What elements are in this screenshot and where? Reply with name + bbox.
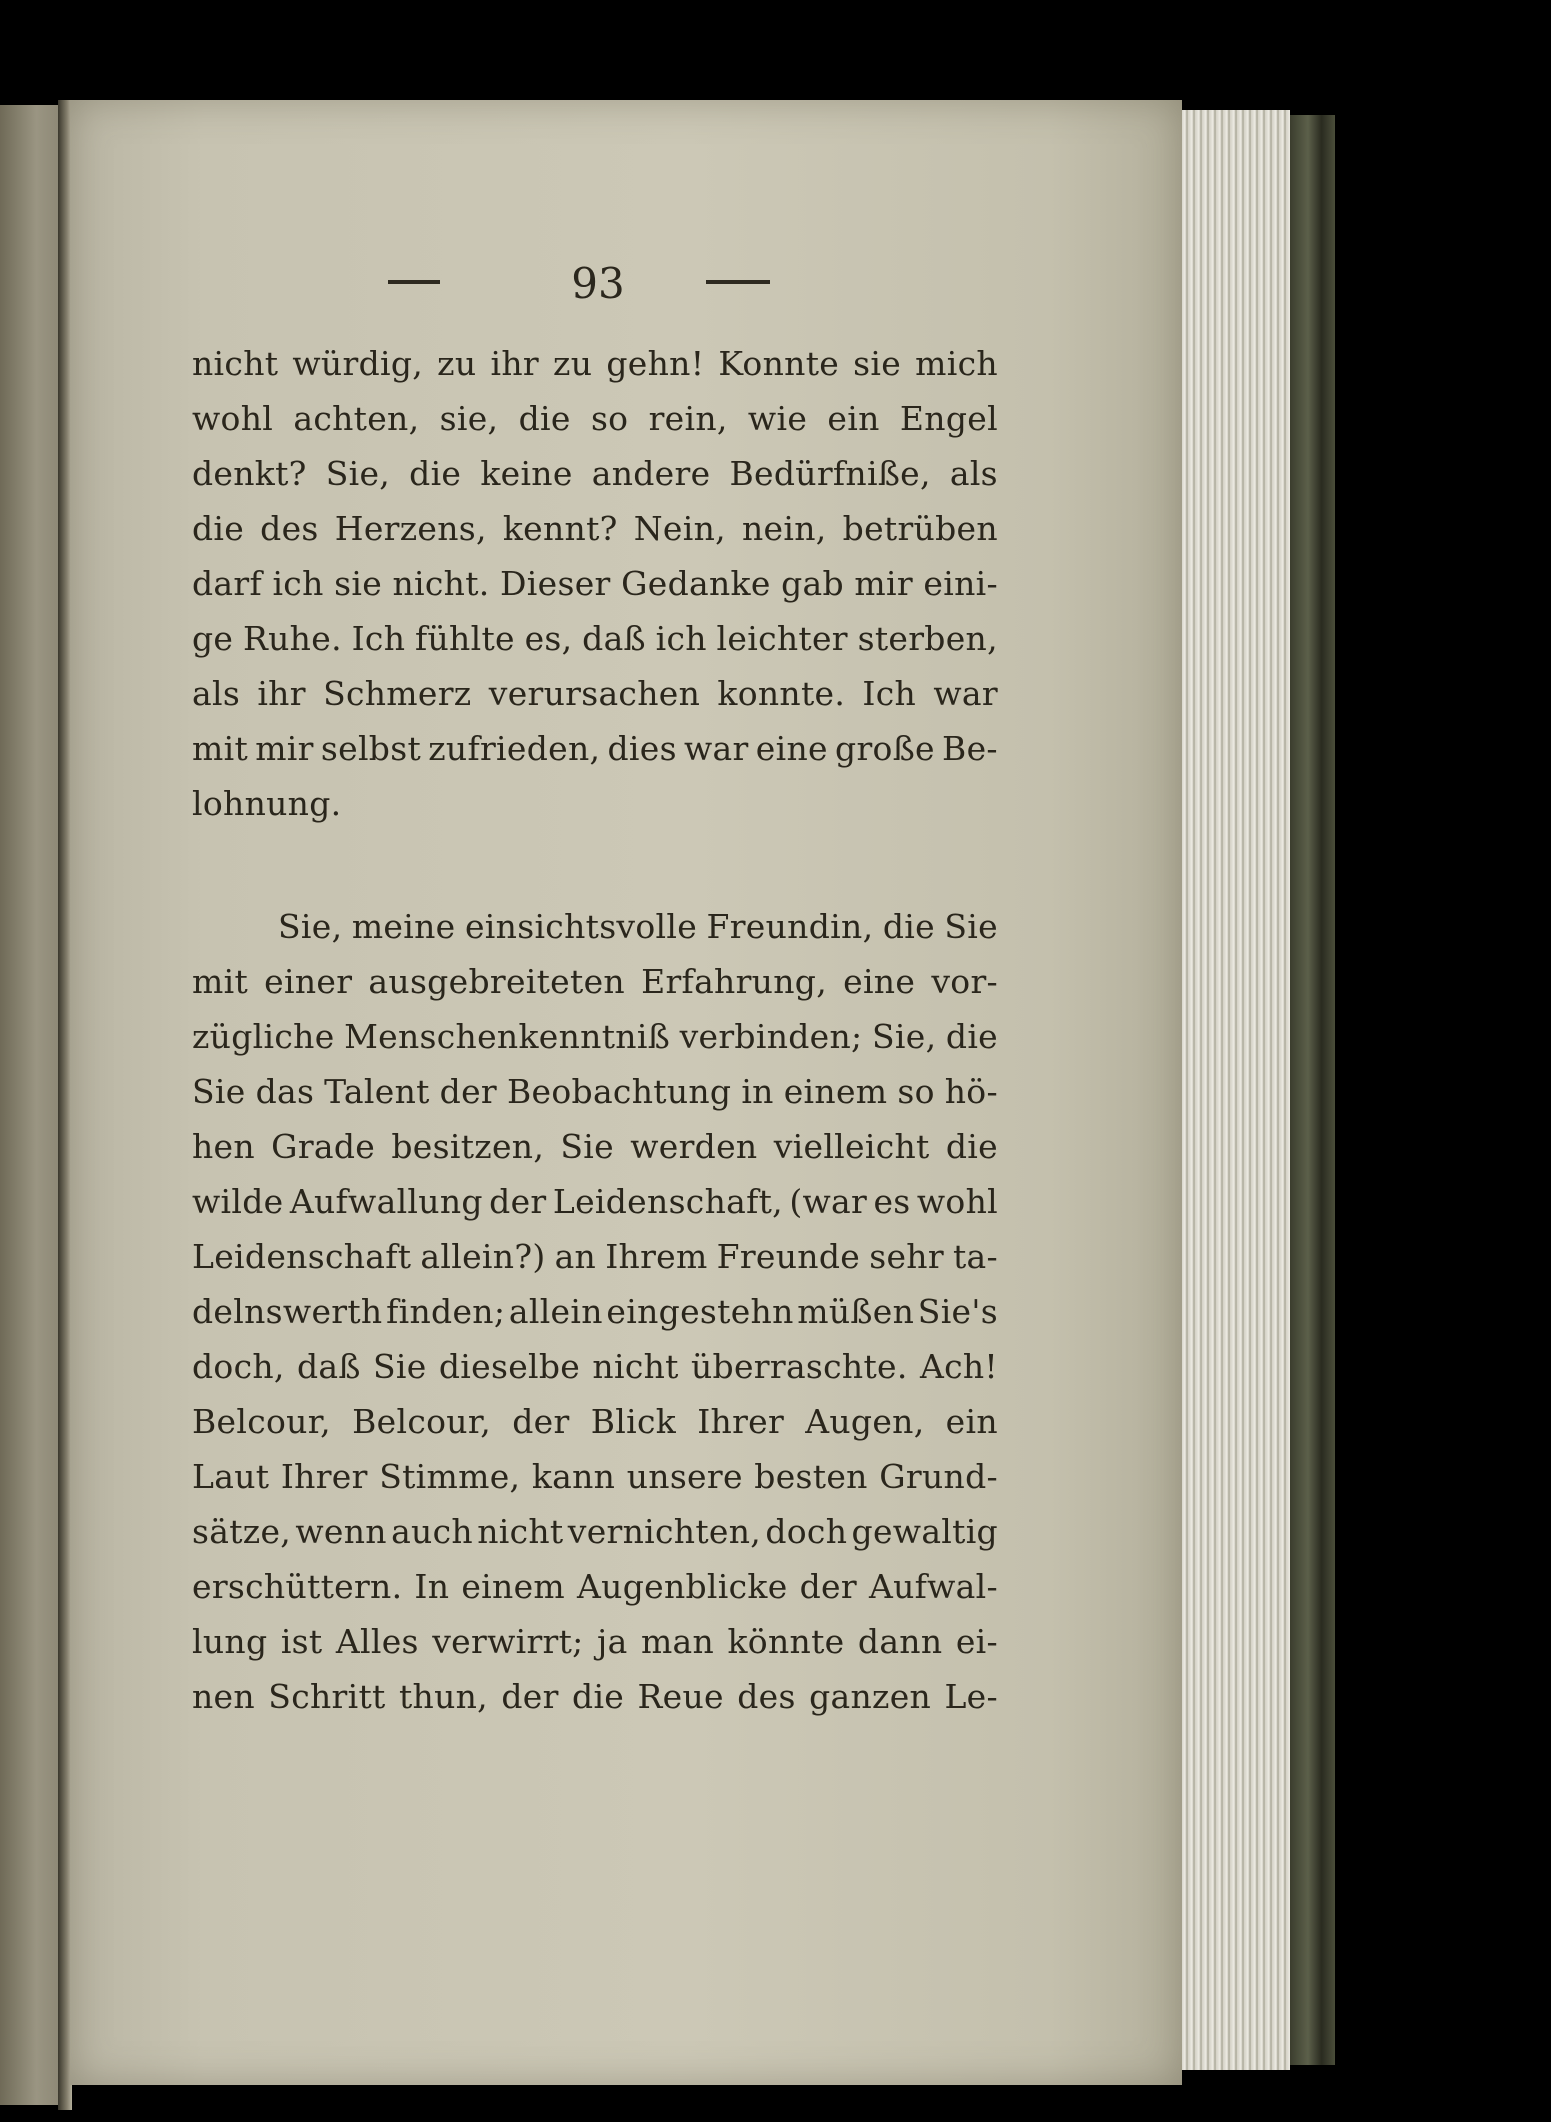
text-line: Sie das Talent der Beobachtung in einem so hö- [192,1072,998,1111]
text-line: denkt? Sie, die keine andere Bedürfniße, als [192,454,998,493]
text-line: doch, daß Sie dieselbe nicht überraschte. Ach! [192,1347,998,1386]
text-line: wilde Aufwallung der Leidenschaft, (war es wohl [192,1182,998,1221]
paragraph-2 [192,899,998,1724]
page-block-edges [1182,110,1290,2070]
page-header [388,259,788,322]
text-line: lung ist Alles verwirrt; ja man könnte dann ei- [192,1622,998,1661]
text-line: Sie, meine einsichtsvolle Freundin, die Sie [278,907,998,946]
text-line: lohnung. [192,784,342,823]
text-line: zügliche Menschenkenntniß verbinden; Sie, die [192,1017,998,1056]
text-line: mit mir selbst zufrieden, dies war eine große Be- [192,729,998,768]
paragraph-spacer [192,831,998,899]
text-line: die des Herzens, kennt? Nein, nein, betrüben [192,509,998,548]
book-cover-edge [1290,115,1335,2065]
text-line: sätze, wenn auch nicht vernichten, doch gewaltig [192,1512,998,1551]
text-line: hen Grade besitzen, Sie werden vielleicht die [192,1127,998,1166]
text-line: ge Ruhe. Ich fühlte es, daß ich leichter sterben, [192,619,998,658]
text-line: darf ich sie nicht. Dieser Gedanke gab mir eini- [192,564,998,603]
text-line: wohl achten, sie, die so rein, wie ein Engel [192,399,998,438]
facing-page-edge [0,105,66,2105]
text-line: nen Schritt thun, der die Reue des ganzen Le- [192,1677,998,1716]
text-line: Laut Ihrer Stimme, kann unsere besten Grund- [192,1457,998,1496]
text-line: als ihr Schmerz verursachen konnte. Ich war [192,674,998,713]
page-number: 93 [571,259,625,308]
header-dash-right [706,280,770,284]
text-line: nicht würdig, zu ihr zu gehn! Konnte sie mich [192,344,998,383]
paragraph-1 [192,336,998,831]
text-line: delnswerth finden; allein eingestehn müßen Sie's [192,1292,998,1331]
text-line: mit einer ausgebreiteten Erfahrung, eine vor- [192,962,998,1001]
text-line: erschüttern. In einem Augenblicke der Aufwal- [192,1567,998,1606]
header-dash-left [388,280,440,284]
text-line: Belcour, Belcour, der Blick Ihrer Augen, ein [192,1402,998,1441]
page-body [192,336,998,1724]
text-line: Leidenschaft allein?) an Ihrem Freunde sehr ta- [192,1237,998,1276]
